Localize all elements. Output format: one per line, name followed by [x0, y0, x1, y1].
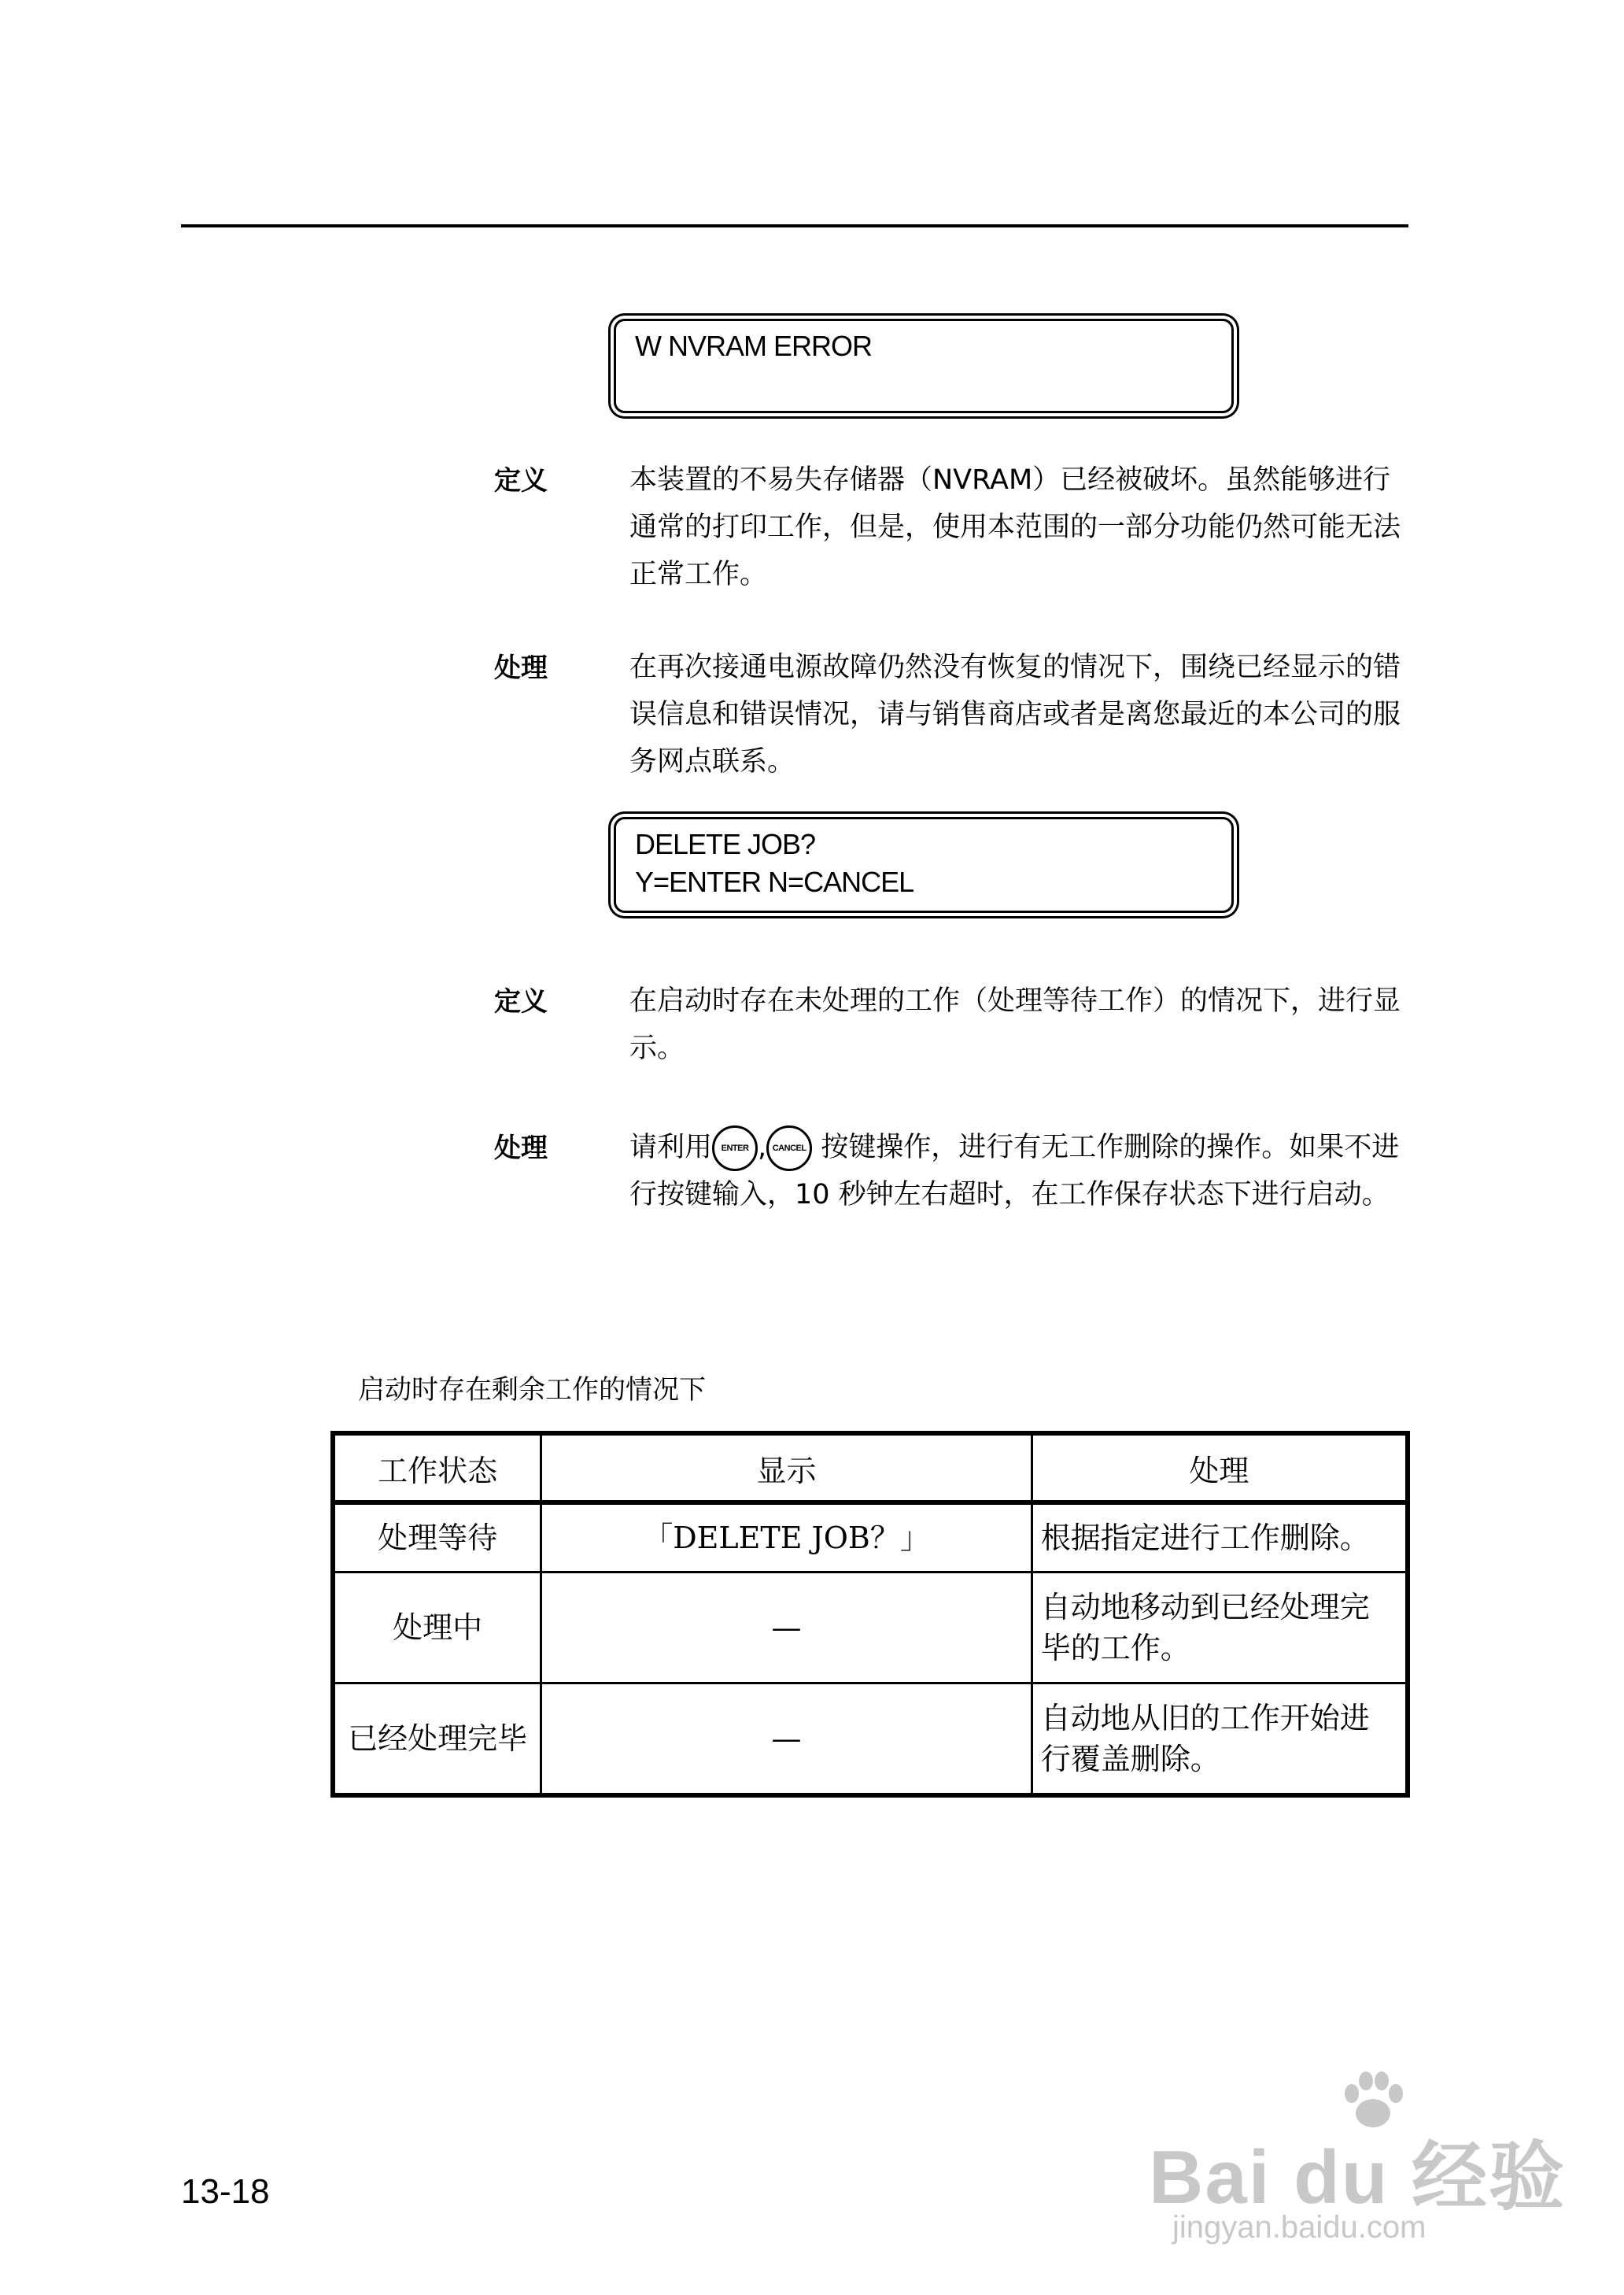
table-cell-display: 「DELETE JOB？」: [541, 1502, 1032, 1572]
key-separator: ,: [758, 1132, 767, 1163]
enter-key-icon: ENTER: [712, 1125, 758, 1171]
watermark-brand: Bai du 经验: [1149, 2135, 1567, 2219]
watermark-url: jingyan.baidu.com: [1172, 2210, 1427, 2245]
lcd-display-nvram-error: [614, 319, 1234, 413]
table-cell-status: 已经处理完毕: [333, 1683, 541, 1796]
baidu-watermark: [1149, 2070, 1589, 2267]
table-cell-procedure: 根据指定进行工作删除。: [1032, 1502, 1408, 1572]
procedure-label: 处理: [494, 1133, 548, 1164]
definition-label: 定义: [494, 465, 548, 497]
column-header-procedure: 处理: [1032, 1433, 1408, 1502]
column-header-status: 工作状态: [333, 1433, 541, 1502]
lcd-line-1: W NVRAM ERROR: [635, 330, 872, 362]
procedure-label: 处理: [494, 652, 548, 684]
procedure-text-lead: 请利用: [629, 1132, 713, 1163]
table-cell-display: —: [541, 1572, 1032, 1683]
table-cell-display: —: [541, 1683, 1032, 1796]
table-caption: 启动时存在剩余工作的情况下: [358, 1374, 706, 1406]
table-row: [333, 1683, 1408, 1796]
procedure-text: 在再次接通电源故障仍然没有恢复的情况下，围绕已经显示的错误信息和错误情况，请与销售商店或者是离您最近的本公司的服务网点联系。: [629, 652, 1401, 778]
table-cell-status: 处理等待: [333, 1502, 541, 1572]
lcd-display-delete-job: [614, 817, 1234, 913]
definition-label: 定义: [494, 986, 548, 1018]
table-cell-procedure: 自动地移动到已经处理完毕的工作。: [1032, 1572, 1408, 1683]
table-cell-procedure: 自动地从旧的工作开始进行覆盖删除。: [1032, 1683, 1408, 1796]
procedure-text: [629, 1124, 1416, 1218]
table-row: [333, 1572, 1408, 1683]
definition-text: 本装置的不易失存储器（NVRAM）已经被破坏。虽然能够进行通常的打印工作，但是，使用本范围的一部分功能仍然可能无法正常工作。: [629, 464, 1401, 590]
lcd-line-2: Y=ENTER N=CANCEL: [635, 866, 914, 898]
job-status-table: [330, 1431, 1410, 1798]
definition-text: 在启动时存在未处理的工作（处理等待工作）的情况下，进行显示。: [629, 985, 1401, 1064]
page-number: 13-18: [181, 2172, 270, 2211]
table-row: [333, 1502, 1408, 1572]
cancel-key-icon: CANCEL: [766, 1125, 812, 1171]
table-cell-status: 处理中: [333, 1572, 541, 1683]
lcd-line-1: DELETE JOB?: [635, 828, 816, 860]
header-rule: [181, 224, 1408, 227]
column-header-display: 显示: [541, 1433, 1032, 1502]
procedure-text-rest: 按键操作，进行有无工作删除的操作。如果不进行按键输入，10 秒钟左右超时，在工作保存状态下进行启动。: [629, 1132, 1400, 1210]
